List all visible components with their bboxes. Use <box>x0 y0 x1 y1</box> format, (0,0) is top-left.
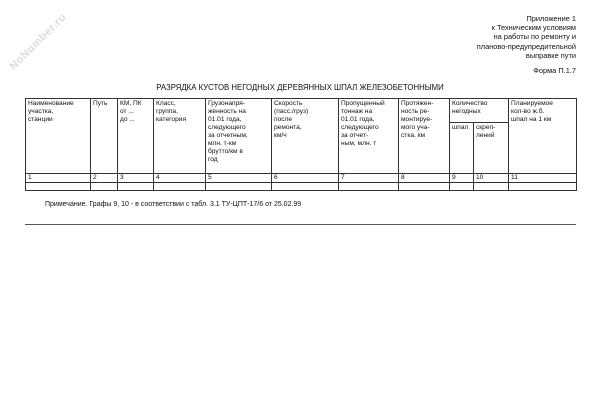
header-fastenings: скреп- лений <box>474 122 509 173</box>
column-number: 8 <box>399 174 450 183</box>
form-number: Форма П.1.7 <box>533 66 576 75</box>
header-load-intensity: Грузонапря- женность на 01.01 года, следующего за отчетным, млн. т-км брутто/км в год <box>206 99 272 174</box>
column-number: 3 <box>118 174 154 183</box>
header-section-name: Наименование участка, станции <box>26 99 91 174</box>
table-cell <box>91 183 118 191</box>
appendix-reference <box>477 14 576 60</box>
table-cell <box>509 183 577 191</box>
header-defective-count: Количество негодных <box>450 99 509 123</box>
column-numbers-row <box>26 174 577 183</box>
appendix-line: на работы по ремонту и <box>493 32 576 42</box>
table-cell <box>399 183 450 191</box>
table-cell <box>26 183 91 191</box>
header-row-main <box>26 99 577 123</box>
table-cell <box>474 183 509 191</box>
column-number: 2 <box>91 174 118 183</box>
table-cell <box>272 183 339 191</box>
column-number: 5 <box>206 174 272 183</box>
header-track: Путь <box>91 99 118 174</box>
appendix-line: к Техническим условиям <box>491 23 576 33</box>
table-cell <box>450 183 474 191</box>
table-cell <box>206 183 272 191</box>
column-number: 4 <box>154 174 206 183</box>
header-tonnage: Пропущенный тоннаж на 01.01 года, следующего за отчет- ным, млн. т <box>339 99 399 174</box>
document-title: РАЗРЯДКА КУСТОВ НЕГОДНЫХ ДЕРЕВЯННЫХ ШПАЛ ЖЕЛЕЗОБЕТОННЫМИ <box>156 83 444 92</box>
column-number: 6 <box>272 174 339 183</box>
column-number: 9 <box>450 174 474 183</box>
bottom-divider <box>25 224 576 225</box>
header-planned-concrete: Планируемое кол-во ж.б. шпал на 1 км <box>509 99 577 174</box>
column-number: 7 <box>339 174 399 183</box>
appendix-line: планово-предупредительной <box>476 41 576 51</box>
header-length: Протяжен- ность ре- монтируе- мого уча- стка, км <box>399 99 450 174</box>
column-number: 10 <box>474 174 509 183</box>
footnote: Примечание. Графы 9, 10 - в соответствии с табл. 3.1 ТУ-ЦПТ-17/6 от 25.02.99 <box>45 201 302 208</box>
watermark-logo: NoNumber.ru <box>7 11 69 73</box>
column-number: 11 <box>509 174 577 183</box>
table-cell <box>154 183 206 191</box>
column-number: 1 <box>26 174 91 183</box>
appendix-line: выправке пути <box>525 50 576 60</box>
header-km-pk: КМ, ПК от ... до ... <box>118 99 154 174</box>
header-class: Класс, группа, категория <box>154 99 206 174</box>
empty-data-row <box>26 183 577 191</box>
table-cell <box>118 183 154 191</box>
table-cell <box>339 183 399 191</box>
appendix-line: Приложение 1 <box>526 14 576 23</box>
sleepers-table <box>25 98 577 191</box>
header-sleepers: шпал <box>450 122 474 173</box>
header-speed: Скорость (пасс./груз) после ремонта, км/ч <box>272 99 339 174</box>
